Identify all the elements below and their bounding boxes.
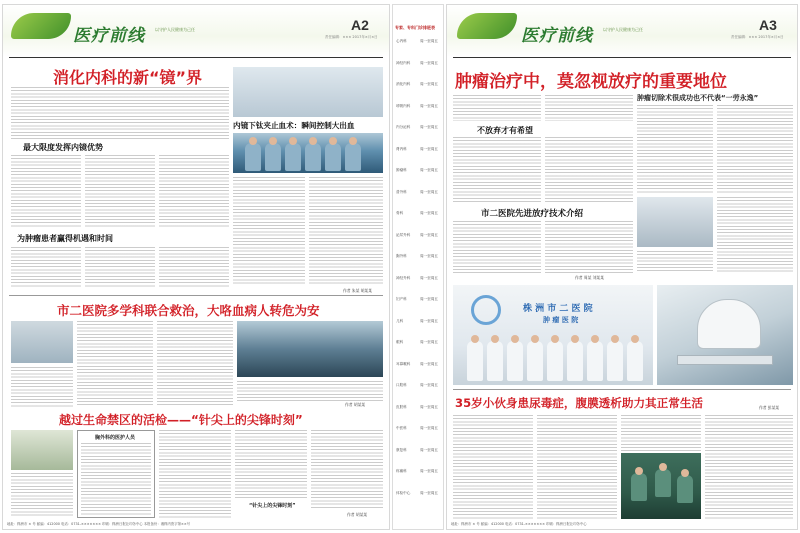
schedule-row [396,189,438,195]
schedule-time: 周一至周五 [420,232,438,237]
medical-team-photo [233,133,383,173]
schedule-time: 周一至周五 [420,447,438,452]
schedule-time: 周一至周五 [420,39,438,43]
article-text [545,221,633,273]
schedule-dept: 心内科 [396,39,407,43]
sidebar-quote: “针尖上的尖锋时刻” [249,503,296,509]
article-text [11,367,73,407]
schedule-row [396,103,438,109]
schedule-dept: 神经外科 [396,275,411,280]
leaf-logo-icon [457,13,517,39]
operating-room-photo [237,321,383,377]
schedule-time: 周一至周五 [420,490,438,495]
schedule-time: 周一至周五 [420,318,438,323]
article-text [159,155,229,227]
schedule-dept: 内分泌科 [396,125,411,129]
schedule-dept: 泌尿外科 [396,232,411,237]
schedule-time: 周一至周五 [420,383,438,387]
hospital-logo-icon [471,295,501,325]
article-text [11,473,73,517]
schedule-row [396,318,438,324]
article-text [637,251,713,273]
subhead-never-give-up: 不放弃才有希望 [477,126,533,135]
surgery-photo [621,453,701,519]
schedule-dept: 肾内科 [396,146,407,151]
schedule-time: 周一至周五 [420,189,438,194]
subhead-tumor-patients: 为肿瘤患者赢得机遇和时间 [17,234,113,243]
doctor-portrait-photo [11,321,73,363]
schedule-row [396,340,438,345]
header-rule [9,57,383,58]
schedule-row [396,361,438,367]
schedule-dept: 体检中心 [396,490,411,495]
subhead-radiotherapy-tech: 市二医院先进放疗技术介绍 [481,209,584,219]
page-masthead [447,5,797,57]
sidebar-box-title: 胸外科的医护人员 [95,435,136,441]
schedule-dept: 口腔科 [396,383,407,387]
page-number: A3 [759,17,777,33]
page-meta: 责任编辑：××× 2017年×月×日 [731,35,784,39]
page-number: A2 [351,17,369,33]
schedule-time: 周一至周五 [420,254,438,258]
page-meta: 责任编辑：××× 2017年×月×日 [325,35,378,39]
article-text [311,430,383,510]
article-text [309,177,383,285]
schedule-dept: 神经内科 [396,60,411,65]
treatment-couch-icon [677,355,773,365]
hospital-building-photo [233,67,383,117]
page-a2 [2,4,390,530]
schedule-dept: 妇产科 [396,297,407,301]
section-title: 医疗前线 [521,26,593,46]
schedule-dept: 肿瘤科 [396,168,407,172]
article-text [621,415,701,451]
article-text [453,415,533,519]
page-a3 [446,4,798,530]
schedule-dept: 骨科 [396,211,404,215]
article-text [77,321,153,407]
article-text [717,105,793,193]
deck-radiotherapy: 肿瘤切除术很成功也不代表“一劳永逸” [637,94,759,102]
schedule-row [396,211,438,216]
schedule-row [396,168,438,173]
schedule-row [396,82,438,87]
schedule-row [396,426,438,431]
clinic-schedule-column [392,4,444,530]
section-slogan: 以守护人民健康为己任 [603,27,643,32]
author-line: 作者 周某 刘某某 [575,275,604,280]
feature-title: 内镜下钛夹止血术：瞬间控制大出血 [233,121,355,130]
article-text [11,247,81,287]
author-line: 作者 胡某某 [345,402,366,407]
author-line: 作者 朱某 胡某某 [343,288,372,293]
schedule-time: 周一至周五 [420,125,438,129]
headline-endoscopy: 消化内科的新“镜”界 [53,68,203,87]
article-text [233,177,305,285]
headline-rescue: 市二医院多学科联合救治，大咯血病人转危为安 [57,303,320,318]
article-text [159,430,231,518]
schedule-row [396,146,438,152]
article-text [637,105,713,193]
schedule-dept: 中医科 [396,426,407,430]
schedule-time: 周一至周五 [420,361,438,366]
section-title: 医疗前线 [73,26,145,46]
schedule-row [396,39,438,44]
schedule-dept: 眼科 [396,340,404,344]
article-text [11,87,229,139]
schedule-time: 周一至周五 [420,426,438,430]
surgeon-photo [11,430,73,470]
leaf-logo-icon [11,13,71,39]
page-masthead [3,5,389,57]
schedule-dept: 儿科 [396,318,404,323]
headline-radiotherapy: 肿瘤治疗中，莫忽视放疗的重要地位 [455,72,727,92]
page-footer: 地址：株洲市 × 号 邮编：412000 电话：0731-××××××× 印刷：株洲日报社印务中心 [451,522,587,526]
article-text [453,137,541,203]
section-divider [453,389,791,390]
article-text [157,321,233,407]
headline-surgery: 越过生命禁区的活检——“针尖上的尖锋时刻” [59,413,303,427]
schedule-time: 周一至周五 [420,404,438,409]
article-text [81,443,151,515]
schedule-time: 周一至周五 [420,103,438,108]
article-text [159,247,229,287]
article-text [717,197,793,273]
schedule-dept: 呼吸内科 [396,103,411,108]
schedule-row [396,404,438,410]
schedule-row [396,383,438,388]
schedule-dept: 胸外科 [396,254,407,258]
hospital-sign: 株 洲 市 二 医 院 [523,304,593,314]
schedule-row [396,254,438,259]
schedule-time: 周一至周五 [420,469,438,473]
schedule-time: 周一至周五 [420,168,438,172]
article-text [453,221,541,273]
schedule-row [396,297,438,302]
schedule-heading: 专家、专科门诊排班表 [395,25,435,30]
article-text [705,415,793,519]
hospital-sign-sub: 肿 瘤 医 院 [543,316,579,324]
section-divider [9,295,383,296]
schedule-row [396,232,438,238]
author-line: 作者 胡某某 [347,512,368,517]
article-text [237,381,383,401]
schedule-row [396,490,438,496]
schedule-row [396,60,438,66]
schedule-dept: 耳鼻喉科 [396,361,411,366]
schedule-time: 周一至周五 [420,146,438,151]
subhead-endoscopy-advantage: 最大限度发挥内镜优势 [23,143,103,152]
schedule-dept: 皮肤科 [396,404,407,409]
page-footer: 地址：株洲市 × 号 邮编：412000 电话：0731-××××××× 印刷：株洲日报社印务中心 本报备份：湘株内资字第××号 [7,522,191,526]
schedule-row [396,275,438,281]
doctor-portrait-photo [637,197,713,247]
article-text [545,95,633,121]
article-text [537,415,617,519]
headline-dialysis: 35岁小伙身患尿毒症，腹膜透析助力其正常生活 [455,396,704,410]
schedule-row [396,469,438,474]
schedule-time: 周一至周五 [420,60,438,65]
author-line: 作者 彭某某 [759,405,780,410]
schedule-time: 周一至周五 [420,297,438,301]
radiotherapy-machine-photo [657,285,793,385]
linac-machine-icon [697,299,761,349]
article-text [453,95,541,121]
schedule-time: 周一至周五 [420,211,438,215]
schedule-time: 周一至周五 [420,82,438,86]
schedule-dept: 普外科 [396,189,407,194]
radiotherapy-team-photo [453,285,653,385]
header-rule [453,57,791,58]
article-text [11,155,81,227]
schedule-time: 周一至周五 [420,340,438,344]
schedule-dept: 康复科 [396,447,407,452]
article-text [235,430,307,500]
schedule-time: 周一至周五 [420,275,438,280]
article-text [85,247,155,287]
schedule-dept: 疼痛科 [396,469,407,473]
schedule-dept: 消化内科 [396,82,411,86]
article-text [85,155,155,227]
section-slogan: 以守护人民健康为己任 [155,27,195,32]
article-text [545,137,633,203]
schedule-row [396,125,438,130]
schedule-row [396,447,438,453]
